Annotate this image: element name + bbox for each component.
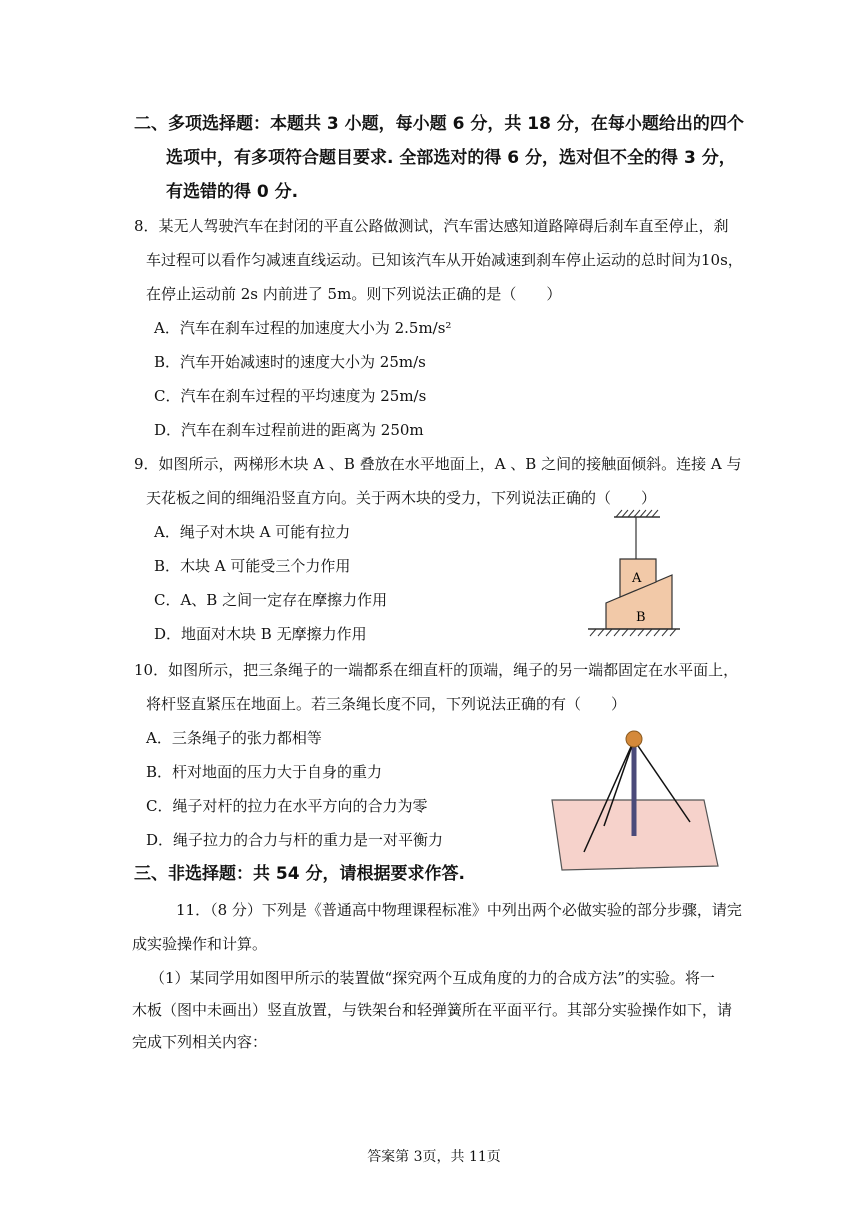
block-b-label: B: [636, 610, 646, 625]
q10-option-d: D．绳子拉力的合力与杆的重力是一对平衡力: [146, 831, 444, 849]
rod-top-ball: [626, 731, 642, 747]
q10-option-a: A．三条绳子的张力都相等: [146, 729, 322, 747]
q10-option-c: C．绳子对杆的拉力在水平方向的合力为零: [146, 797, 428, 815]
ceiling-hatch: [616, 510, 658, 517]
q11-part1-line2: 木板（图中未画出）竖直放置，与铁架台和轻弹簧所在平面平行。其部分实验操作如下，请: [132, 1001, 733, 1019]
q8-option-a: A．汽车在刹车过程的加速度大小为 2.5m/s²: [154, 319, 452, 337]
q8-stem-line1: 8．某无人驾驶汽车在封闭的平直公路做测试，汽车雷达感知道路障碍后刹车直至停止，刹: [134, 217, 729, 235]
ground-hatch: [590, 629, 676, 636]
q9-option-c: C．A、B 之间一定存在摩擦力作用: [154, 591, 388, 609]
q8-option-d: D．汽车在刹车过程前进的距离为 250m: [154, 421, 424, 439]
section2-heading-line2: 选项中，有多项符合题目要求. 全部选对的得 6 分，选对但不全的得 3 分，: [166, 148, 736, 168]
section3-heading: 三、非选择题：共 54 分，请根据要求作答.: [134, 864, 465, 884]
q8-option-b: B．汽车开始减速时的速度大小为 25m/s: [154, 353, 426, 371]
q10-stem-line2: 将杆竖直紧压在地面上。若三条绳长度不同，下列说法正确的有（ ）: [146, 695, 627, 713]
q9-blocks-figure: [580, 505, 680, 645]
q8-stem-line3: 在停止运动前 2s 内前进了 5m。则下列说法正确的是（ ）: [146, 285, 562, 303]
page-footer: 答案第 3页，共 11页: [367, 1149, 501, 1165]
q11-part1-line1: （1）某同学用如图甲所示的装置做“探究两个互成角度的力的合成方法”的实验。将一: [150, 969, 715, 987]
q8-stem-line2: 车过程可以看作匀减速直线运动。已知该汽车从开始减速到刹车停止运动的总时间为10s，: [146, 251, 743, 269]
q9-option-a: A．绳子对木块 A 可能有拉力: [154, 523, 351, 541]
q11-stem-line1: 11．（8 分）下列是《普通高中物理课程标准》中列出两个必做实验的部分步骤，请完: [176, 901, 742, 919]
section2-heading-line3: 有选错的得 0 分.: [166, 182, 299, 202]
q11-stem-line2: 成实验操作和计算。: [132, 935, 268, 953]
q10-rod-figure: [548, 728, 720, 874]
q8-option-c: C．汽车在刹车过程的平均速度为 25m/s: [154, 387, 427, 405]
q9-stem-line1: 9．如图所示，两梯形木块 A 、B 叠放在水平地面上，A 、B 之间的接触面倾斜。连接 A 与: [134, 455, 742, 473]
q10-stem-line1: 10．如图所示，把三条绳子的一端都系在细直杆的顶端，绳子的另一端都固定在水平面上，: [134, 661, 739, 679]
q9-option-b: B．木块 A 可能受三个力作用: [154, 557, 351, 575]
q11-part1-line3: 完成下列相关内容：: [132, 1033, 268, 1051]
q9-option-d: D．地面对木块 B 无摩擦力作用: [154, 625, 367, 643]
q9-stem-line2: 天花板之间的细绳沿竖直方向。关于两木块的受力，下列说法正确的（ ）: [146, 489, 657, 507]
q10-option-b: B．杆对地面的压力大于自身的重力: [146, 763, 383, 781]
block-a-label: A: [632, 571, 642, 586]
section2-heading-line1: 二、多项选择题：本题共 3 小题，每小题 6 分，共 18 分，在每小题给出的四个: [134, 114, 744, 134]
